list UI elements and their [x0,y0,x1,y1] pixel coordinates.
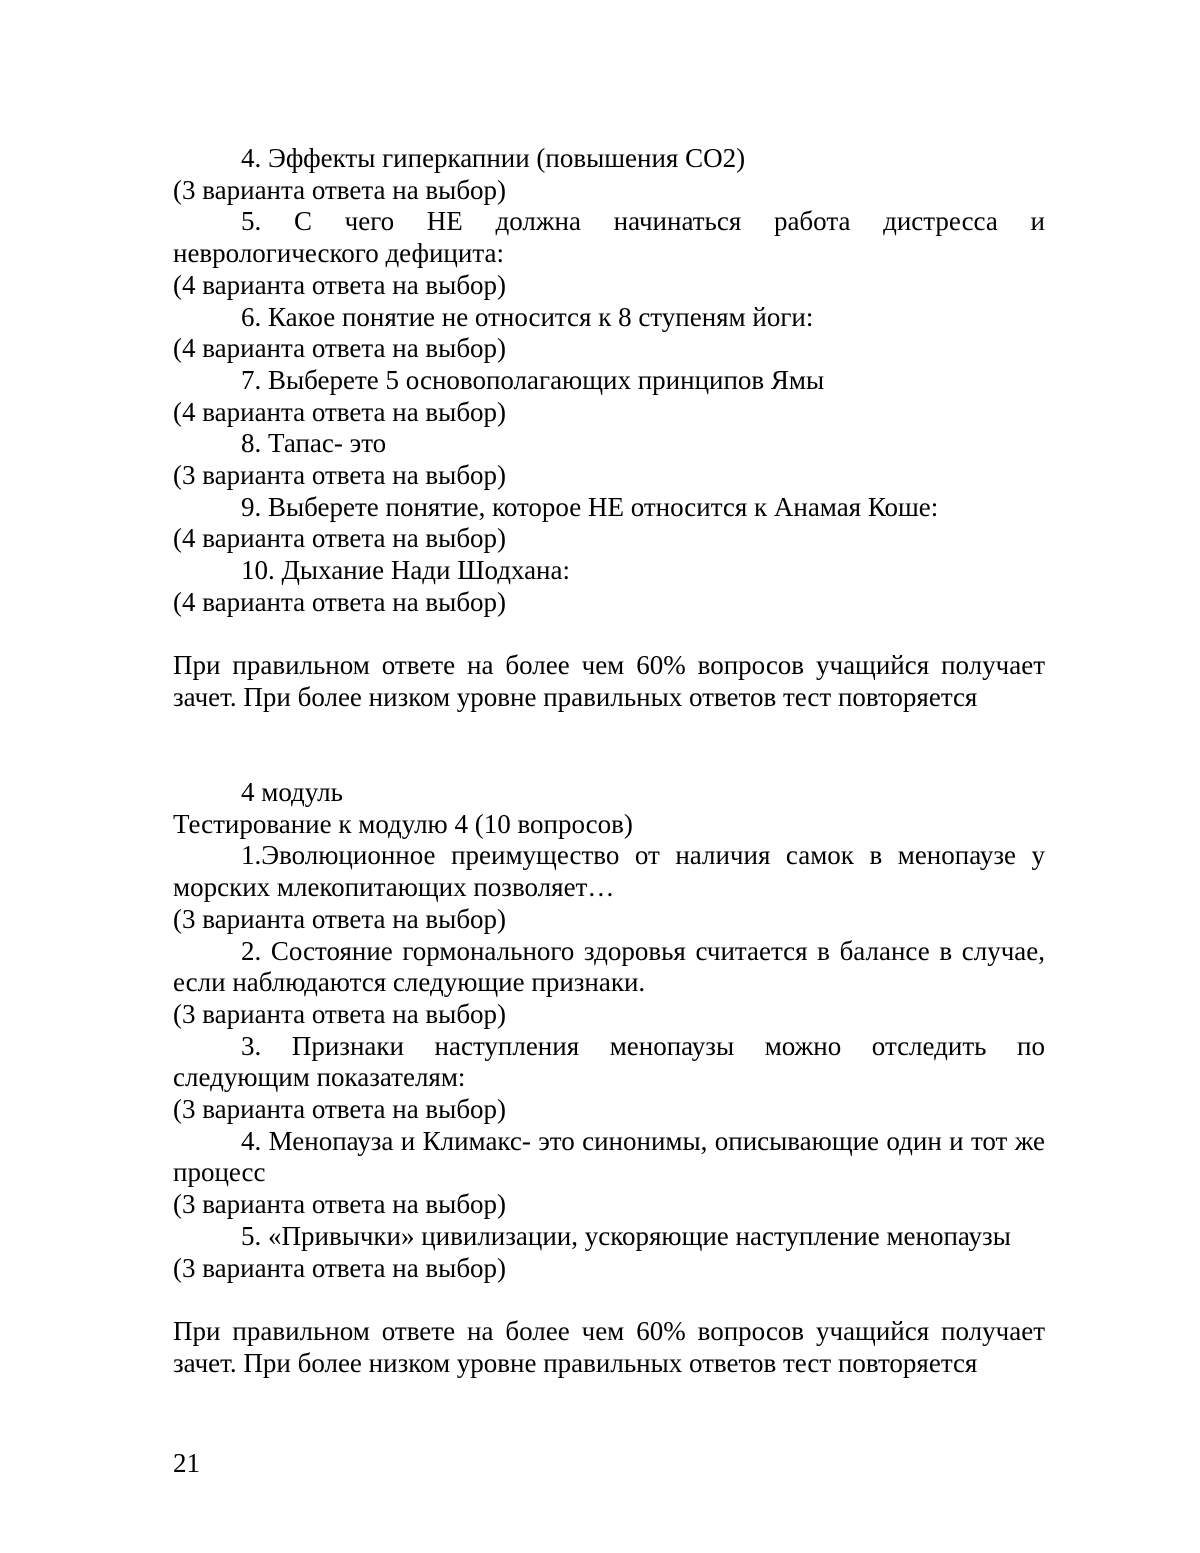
blank-line [173,714,1045,777]
answer-options-note: (3 варианта ответа на выбор) [173,1094,507,1125]
answer-options-note: (3 варианта ответа на выбор) [173,1252,507,1283]
question-paragraph: 2. Состояние гормонального здоровья считается в балансе в случае, если наблюдаются следующие признаки. [173,935,1045,998]
answer-options-note: (4 варианта ответа на выбор) [173,396,507,427]
answer-options-note: (4 варианта ответа на выбор) [173,269,507,300]
question-paragraph: 5. «Привычки» цивилизации, ускоряющие наступление менопаузы [241,1220,1011,1251]
question-paragraph: 6. Какое понятие не относится к 8 ступеням йоги: [241,301,814,332]
question-paragraph: 8. Тапас- это [241,428,387,459]
question-paragraph: 7. Выберете 5 основополагающих принципов Ямы [241,364,825,395]
answer-options-note: (3 варианта ответа на выбор) [173,903,507,934]
answer-options-note: (4 варианта ответа на выбор) [173,586,507,617]
page-number: 21 [173,1448,200,1478]
blank-line [173,1284,1045,1316]
question-paragraph: 1.Эволюционное преимущество от наличия самок в менопаузе у морских млекопитающих позволяет… [173,840,1045,903]
answer-options-note: (3 варианта ответа на выбор) [173,1189,507,1220]
module-test-subtitle: Тестирование к модулю 4 (10 вопросов) [173,808,633,839]
passing-rule-paragraph: При правильном ответе на более чем 60% вопросов учащийся получает зачет. При более низком уровне правильных ответов тест повторяется [173,650,1045,712]
question-paragraph: 4. Эффекты гиперкапнии (повышения СО2) [241,143,746,173]
question-paragraph: 9. Выберете понятие, которое НЕ относится к Анамая Коше: [241,491,939,522]
answer-options-note: (3 варианта ответа на выбор) [173,998,507,1029]
answer-options-note: (3 варианта ответа на выбор) [173,174,507,205]
passing-rule-paragraph: При правильном ответе на более чем 60% вопросов учащийся получает зачет. При более низком уровне правильных ответов тест повторяется [173,1315,1045,1378]
question-paragraph: 3. Признаки наступления менопаузы можно отследить по следующим показателям: [173,1030,1045,1093]
document-content [173,143,1045,1379]
answer-options-note: (3 варианта ответа на выбор) [173,460,507,491]
question-paragraph: 4. Менопауза и Климакс- это синонимы, описывающие один и тот же процесс [173,1125,1045,1188]
module-heading: 4 модуль [241,777,343,808]
answer-options-note: (4 варианта ответа на выбор) [173,333,507,364]
answer-options-note: (4 варианта ответа на выбор) [173,523,507,554]
question-paragraph: 5. С чего НЕ должна начинаться работа дистресса и неврологического дефицита: [173,206,1045,269]
blank-line [173,619,1045,651]
question-paragraph: 10. Дыхание Нади Шодхана: [241,555,570,586]
